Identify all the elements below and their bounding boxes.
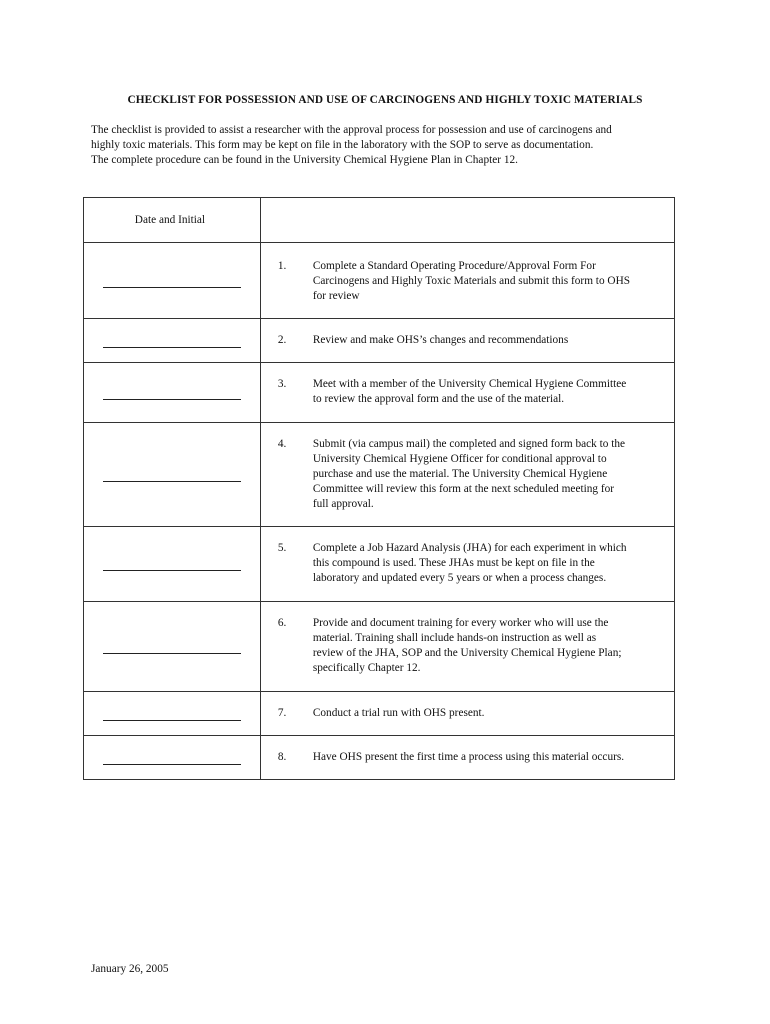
step-description (313, 437, 674, 512)
date-initial-cell (84, 692, 261, 736)
checklist-table (83, 197, 675, 780)
step-number: 4. (277, 438, 287, 450)
step-number: 1. (277, 260, 287, 272)
step-item (261, 736, 674, 765)
date-header-label: Date and Initial (134, 214, 206, 226)
step-description-line: Carcinogens and Highly Toxic Materials and submit this form to OHS (312, 275, 631, 287)
intro-line: highly toxic materials. This form may be kept on file in the laboratory with the SOP to serve as documentation. (91, 139, 594, 151)
step-description-line: Committee will review this form at the next scheduled meeting for (312, 483, 615, 495)
date-initial-blank-line[interactable] (103, 481, 241, 482)
step-item (261, 692, 674, 721)
step-cell (260, 363, 674, 423)
step-number: 3. (277, 378, 287, 390)
intro-line: The checklist is provided to assist a researcher with the approval process for possession and use of carcinogens and (91, 124, 612, 136)
checklist-row (84, 736, 675, 780)
intro-paragraph (91, 123, 681, 168)
step-cell (260, 319, 674, 363)
step-number: 2. (277, 334, 287, 346)
step-description-line: laboratory and updated every 5 years or when a process changes. (312, 572, 607, 584)
step-cell (260, 736, 674, 780)
checklist-row (84, 243, 675, 319)
step-description (313, 706, 674, 721)
step-number: 6. (277, 617, 287, 629)
step-cell (260, 243, 674, 319)
step-number: 7. (277, 707, 287, 719)
intro-line: The complete procedure can be found in the University Chemical Hygiene Plan in Chapter 12. (91, 154, 518, 166)
date-initial-cell (84, 527, 261, 602)
step-description-line: Conduct a trial run with OHS present. (312, 707, 485, 719)
date-initial-cell (84, 363, 261, 423)
step-description-line: this compound is used. These JHAs must be kept on file in the (312, 557, 595, 569)
checklist-header-row (84, 198, 675, 243)
checklist-row (84, 527, 675, 602)
step-description-line: Provide and document training for every worker who will use the (312, 617, 609, 629)
step-description-line: to review the approval form and the use of the material. (312, 393, 565, 405)
date-initial-cell (84, 243, 261, 319)
step-cell (260, 527, 674, 602)
step-description-line: Have OHS present the first time a process using this material occurs. (312, 751, 625, 763)
step-description-line: Meet with a member of the University Chemical Hygiene Committee (312, 378, 627, 390)
step-description-line: material. Training shall include hands-on instruction as well as (312, 632, 597, 644)
step-description-line: University Chemical Hygiene Officer for conditional approval to (312, 453, 607, 465)
step-description (313, 377, 674, 407)
step-description-line: purchase and use the material. The University Chemical Hygiene (312, 468, 608, 480)
footer-date: January 26, 2005 (91, 963, 169, 975)
step-description (313, 616, 674, 676)
step-description-line: specifically Chapter 12. (312, 662, 421, 674)
date-initial-cell (84, 602, 261, 692)
step-cell (260, 423, 674, 527)
step-header-cell (260, 198, 674, 243)
date-initial-cell (84, 423, 261, 527)
step-item (261, 363, 674, 407)
checklist-row (84, 692, 675, 736)
date-initial-blank-line[interactable] (103, 287, 241, 288)
step-description-line: full approval. (312, 498, 374, 510)
date-initial-blank-line[interactable] (103, 720, 241, 721)
document-title: CHECKLIST FOR POSSESSION AND USE OF CARCINOGENS AND HIGHLY TOXIC MATERIALS (127, 94, 643, 106)
step-description (313, 541, 674, 586)
step-description-line: review of the JHA, SOP and the University Chemical Hygiene Plan; (312, 647, 622, 659)
step-description-line: Complete a Standard Operating Procedure/Approval Form For (312, 260, 596, 272)
step-cell (260, 602, 674, 692)
step-item (261, 423, 674, 512)
checklist-row (84, 363, 675, 423)
date-initial-blank-line[interactable] (103, 570, 241, 571)
step-description-line: Complete a Job Hazard Analysis (JHA) for each experiment in which (312, 542, 627, 554)
checklist-row (84, 602, 675, 692)
step-cell (260, 692, 674, 736)
date-initial-blank-line[interactable] (103, 764, 241, 765)
date-initial-blank-line[interactable] (103, 347, 241, 348)
step-description-line: Review and make OHS’s changes and recommendations (312, 334, 569, 346)
step-description-line: Submit (via campus mail) the completed and signed form back to the (312, 438, 626, 450)
checklist-row (84, 319, 675, 363)
step-description-line: for review (312, 290, 360, 302)
date-initial-blank-line[interactable] (103, 399, 241, 400)
step-description (313, 259, 674, 304)
step-number: 5. (277, 542, 287, 554)
date-initial-blank-line[interactable] (103, 653, 241, 654)
date-initial-cell (84, 319, 261, 363)
step-item (261, 602, 674, 676)
step-number: 8. (277, 751, 287, 763)
step-item (261, 319, 674, 348)
date-header-cell (84, 198, 261, 243)
step-description (313, 750, 674, 765)
step-description (313, 333, 674, 348)
step-item (261, 527, 674, 586)
checklist-row (84, 423, 675, 527)
step-item (261, 243, 674, 304)
date-initial-cell (84, 736, 261, 780)
